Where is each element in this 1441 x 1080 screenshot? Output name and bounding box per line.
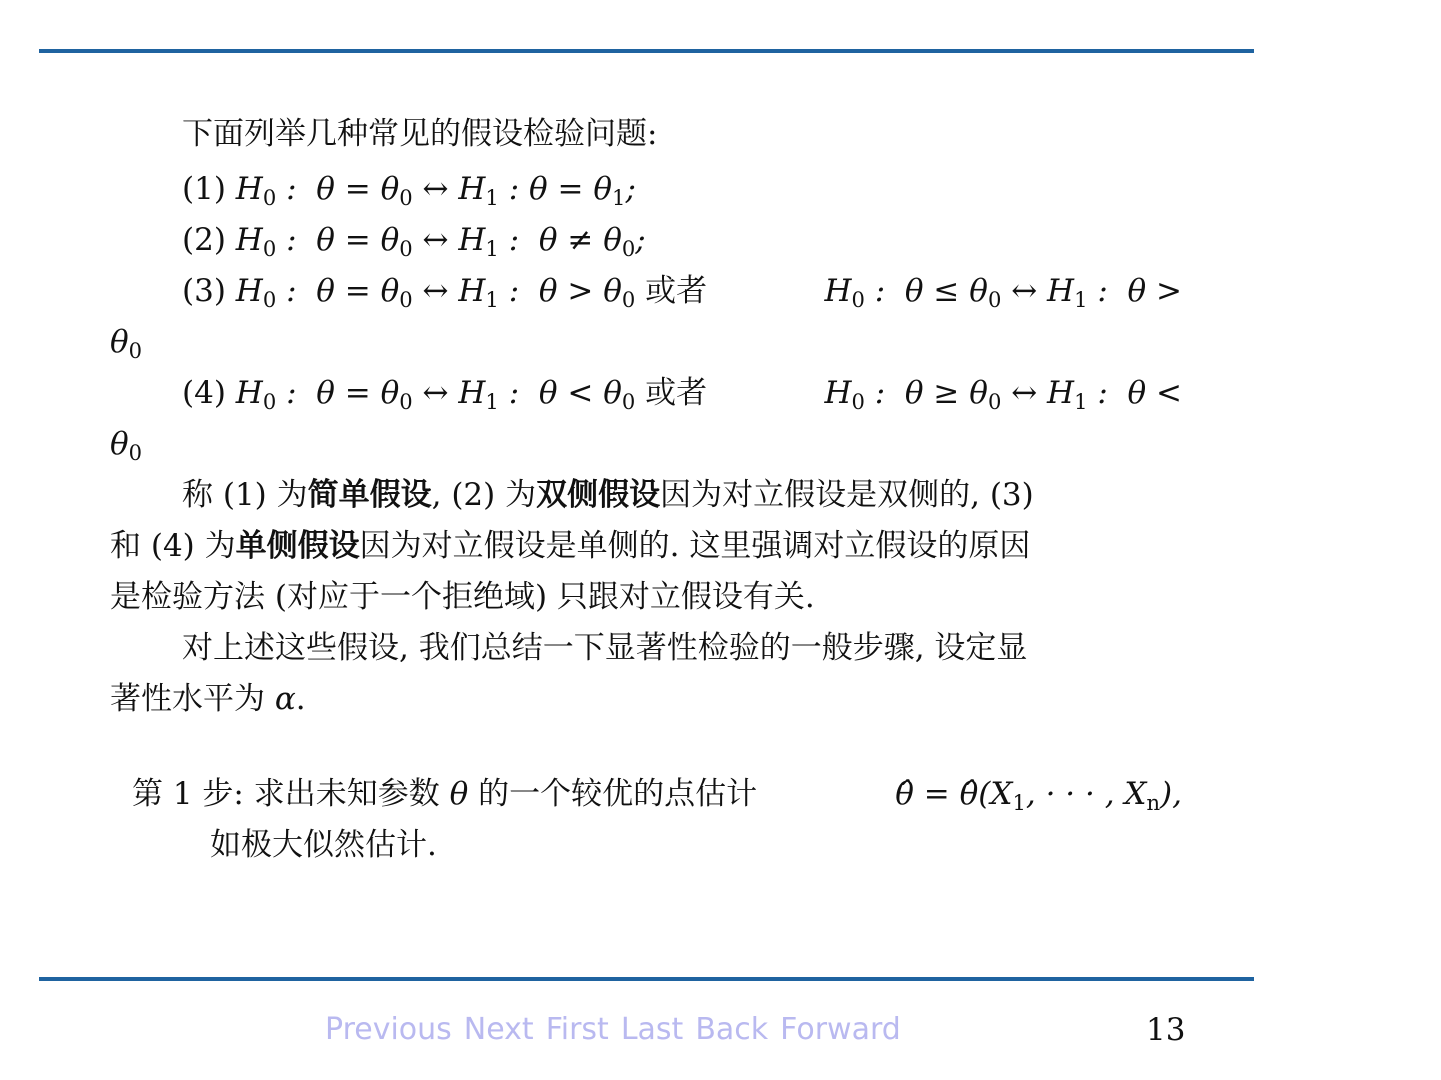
para2-line1: 对上述这些假设, 我们总结一下显著性检验的一般步骤, 设定显 [182, 630, 1028, 666]
para1-line2 [110, 524, 1030, 568]
navigation-bar [325, 1012, 913, 1047]
formula-alt: $H_0$ : $\theta \le \theta_0$ ↔ $H_1$ : θ > [824, 273, 1182, 312]
para1-line3: 是检验方法 (对应于一个拒绝域) 只跟对立假设有关. [110, 579, 815, 615]
or-text: 或者 [645, 273, 708, 309]
formula: $H_0$ : $\theta = \theta_0$ ↔ $H_1$ : $\theta \ne \theta_0$; [235, 222, 646, 261]
hypothesis-item-3 [182, 269, 1182, 313]
nav-back-link[interactable]: Back [695, 1012, 769, 1047]
or-text: 或者 [645, 375, 708, 411]
estimator-formula: θ̂ = $\thetâ(X_1$, · · · , $X_n$), [895, 776, 1182, 815]
text: 著性水平为 [110, 681, 265, 717]
formula: $H_0$ : $\theta = \theta_0$ ↔ $H_1$ : $\theta < \theta_0$ [235, 375, 636, 414]
step-1-line1 [132, 772, 1182, 816]
formula-continuation: $\theta_0$ [110, 324, 143, 363]
alpha-symbol: α [274, 681, 296, 717]
nav-forward-link[interactable]: Forward [780, 1012, 901, 1047]
nav-previous-link[interactable]: Previous [325, 1012, 452, 1047]
nav-first-link[interactable]: First [545, 1012, 609, 1047]
intro-text: 下面列举几种常见的假设检验问题: [182, 116, 658, 152]
term-simple-hypothesis: 简单假设 [307, 477, 432, 513]
text: 和 (4) 为 [110, 528, 236, 564]
text: 的一个较优的点估计 [478, 776, 758, 812]
term-one-sided-hypothesis: 单侧假设 [235, 528, 360, 564]
page-number: 13 [1146, 1012, 1186, 1048]
para1-line1 [182, 473, 1034, 517]
text: 称 (1) 为 [182, 477, 308, 513]
item-number: (1) [182, 171, 226, 207]
hypothesis-item-2 [182, 218, 646, 262]
item-number: (3) [182, 273, 226, 309]
formula: $H_0$ : $\theta = \theta_0$ ↔ $H_1$ : $\theta = \theta_1$; [235, 171, 636, 210]
text: , (2) 为 [431, 477, 537, 513]
nav-next-link[interactable]: Next [463, 1012, 534, 1047]
para2-line2: 著性水平为 α. [110, 681, 306, 717]
hypothesis-item-1 [182, 167, 636, 211]
header-rule [39, 49, 1254, 53]
step-label: 第 1 步: [132, 776, 244, 812]
hypothesis-item-4 [182, 371, 1182, 415]
step-1-line2: 如极大似然估计. [210, 827, 437, 863]
text: 求出未知参数 [253, 776, 440, 812]
text: 因为对立假设是单侧的. 这里强调对立假设的原因 [359, 528, 1031, 564]
formula-continuation: $\theta_0$ [110, 426, 143, 465]
formula-alt: $H_0$ : $\theta \ge \theta_0$ ↔ $H_1$ : θ < [824, 375, 1182, 414]
item-number: (2) [182, 222, 226, 258]
term-two-sided-hypothesis: 双侧假设 [536, 477, 661, 513]
nav-last-link[interactable]: Last [620, 1012, 684, 1047]
text: 因为对立假设是双侧的, (3) [660, 477, 1034, 513]
theta-symbol: θ [449, 776, 469, 812]
footer-rule [39, 977, 1254, 981]
formula: $H_0$ : $\theta = \theta_0$ ↔ $H_1$ : $\theta > \theta_0$ [235, 273, 636, 312]
item-number: (4) [182, 375, 226, 411]
